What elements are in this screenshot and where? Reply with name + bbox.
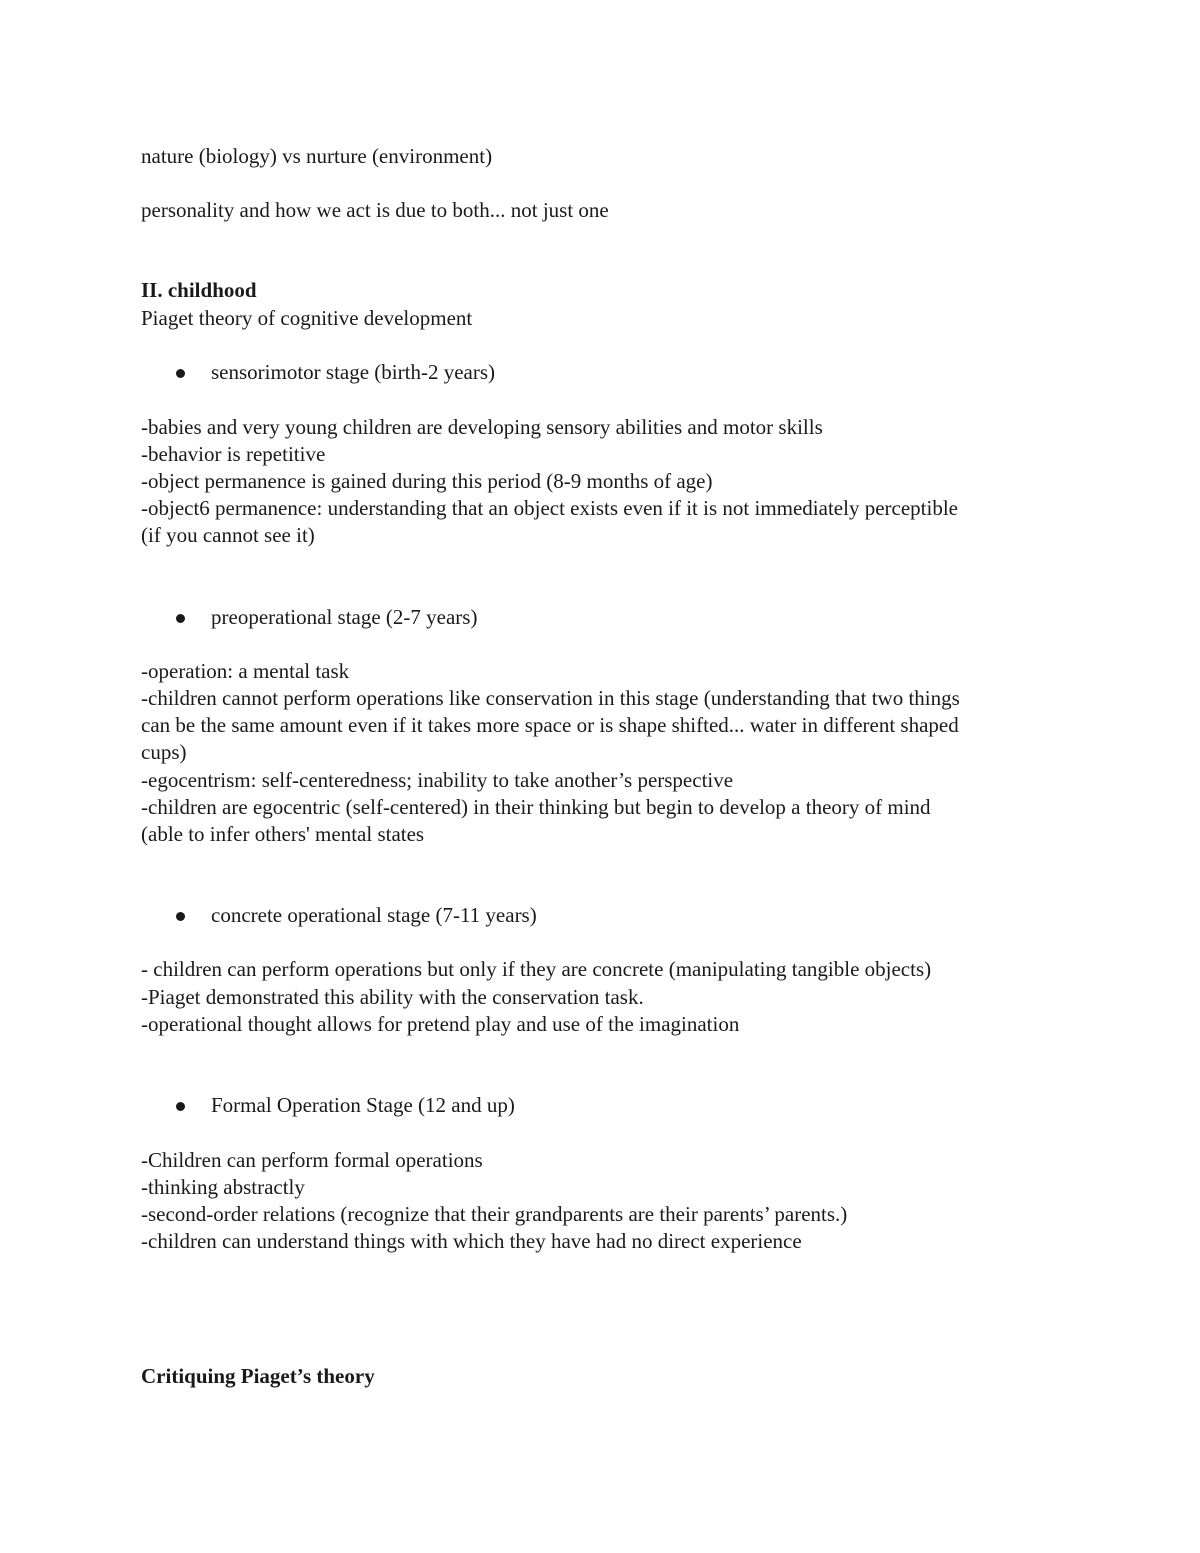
stage-line: - children can perform operations but only if they are concrete (manipulating tangible objects) xyxy=(141,957,932,981)
bullet-icon xyxy=(176,614,185,623)
stage-line: -behavior is repetitive xyxy=(141,442,326,466)
stage-line: can be the same amount even if it takes more space or is shape shifted... water in different shaped xyxy=(141,713,959,737)
section-heading: II. childhood xyxy=(141,278,257,302)
stage-line: -egocentrism: self-centeredness; inability to take another’s perspective xyxy=(141,768,734,792)
stage-line: -thinking abstractly xyxy=(141,1175,305,1199)
stage-title: Formal Operation Stage (12 and up) xyxy=(211,1093,515,1117)
stage-title: concrete operational stage (7-11 years) xyxy=(211,903,537,927)
stage-line: -operational thought allows for pretend play and use of the imagination xyxy=(141,1012,740,1036)
critique-heading: Critiquing Piaget’s theory xyxy=(141,1364,375,1388)
stage-line: -object6 permanence: understanding that an object exists even if it is not immediately perceptible xyxy=(141,496,958,520)
intro-line-1: nature (biology) vs nurture (environment) xyxy=(141,144,493,168)
stage-line: -Children can perform formal operations xyxy=(141,1148,483,1172)
stage-line: -children cannot perform operations like conservation in this stage (understanding that two things xyxy=(141,686,960,710)
section-subheading: Piaget theory of cognitive development xyxy=(141,306,473,330)
stage-line: -second-order relations (recognize that their grandparents are their parents’ parents.) xyxy=(141,1202,848,1226)
stage-line: -operation: a mental task xyxy=(141,659,350,683)
stage-line: cups) xyxy=(141,740,187,764)
stage-line: -babies and very young children are developing sensory abilities and motor skills xyxy=(141,415,823,439)
stage-line: (able to infer others' mental states xyxy=(141,822,425,846)
stage-line: -children can understand things with which they have had no direct experience xyxy=(141,1229,802,1253)
intro-line-2: personality and how we act is due to both... not just one xyxy=(141,198,609,222)
stage-line: -children are egocentric (self-centered) in their thinking but begin to develop a theory of mind xyxy=(141,795,931,819)
stage-title: sensorimotor stage (birth-2 years) xyxy=(211,360,496,384)
bullet-icon xyxy=(176,912,185,921)
stage-line: (if you cannot see it) xyxy=(141,523,315,547)
stage-line: -Piaget demonstrated this ability with the conservation task. xyxy=(141,985,644,1009)
bullet-icon xyxy=(176,369,185,378)
bullet-icon xyxy=(176,1102,185,1111)
stage-title: preoperational stage (2-7 years) xyxy=(211,605,478,629)
stage-line: -object permanence is gained during this period (8-9 months of age) xyxy=(141,469,713,493)
